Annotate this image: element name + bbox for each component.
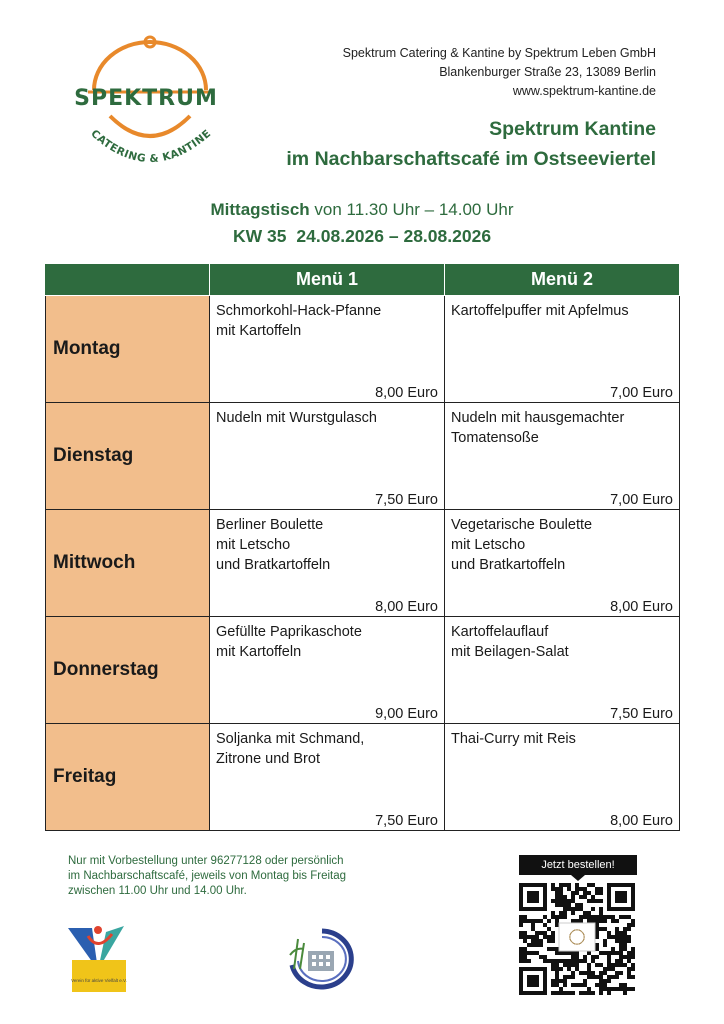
dish-name: Gefüllte Paprikaschote mit Kartoffeln <box>216 624 362 660</box>
price: 8,00 Euro <box>375 599 438 615</box>
dish-name: Nudeln mit Wurstgulasch <box>216 410 377 426</box>
note-line1: Nur mit Vorbestellung unter 96277128 oder persönlich <box>68 855 344 867</box>
price: 7,50 Euro <box>375 492 438 508</box>
note-line2: im Nachbarschaftscafé, jeweils von Montag bis Freitag <box>68 870 347 882</box>
qr-block <box>519 855 637 1000</box>
dish-name: Thai-Curry mit Reis <box>451 731 576 747</box>
svg-text:CATERING & KANTINE <box>88 127 213 165</box>
nachbarschaftscafe-logo <box>284 925 360 993</box>
header-menu2: Menü 2 <box>445 264 680 296</box>
hours-label: Mittagstisch <box>210 200 310 219</box>
logo-wordmark: SPEKTRUM <box>74 86 218 111</box>
heading-line1: Spektrum Kantine <box>489 118 656 140</box>
company-name: Spektrum Catering & Kantine by Spektrum Leben GmbH <box>342 46 656 60</box>
menu2-cell <box>445 296 680 403</box>
qr-label: Jetzt bestellen! <box>519 855 637 875</box>
company-address: Blankenburger Straße 23, 13089 Berlin <box>439 65 656 79</box>
verein-text: Verein für aktive Vielfalt e.V. <box>71 978 127 983</box>
dish-name: Berliner Boulette mit Letscho und Bratkartoffeln <box>216 517 331 573</box>
dish-name: Kartoffelpuffer mit Apfelmus <box>451 303 629 319</box>
week-number: KW 35 <box>232 226 287 246</box>
order-note <box>68 854 428 899</box>
table-row <box>46 510 680 617</box>
price: 7,50 Euro <box>610 706 673 722</box>
price: 8,00 Euro <box>375 385 438 401</box>
verein-logo <box>68 922 130 994</box>
company-info <box>343 44 656 101</box>
table-header-row <box>46 264 680 296</box>
table-row <box>46 403 680 510</box>
page-heading <box>286 114 656 174</box>
opening-hours <box>0 200 724 220</box>
qr-code[interactable] <box>519 883 635 995</box>
note-line3: zwischen 11.00 Uhr und 14.00 Uhr. <box>68 885 247 897</box>
dish-name: Vegetarische Boulette mit Letscho und Bratkartoffeln <box>451 517 593 573</box>
week-info <box>0 226 724 247</box>
dish-name: Soljanka mit Schmand, Zitrone und Brot <box>216 731 365 767</box>
day-cell: Freitag <box>46 724 210 831</box>
menu2-cell <box>445 403 680 510</box>
menu2-cell <box>445 617 680 724</box>
dish-name: Schmorkohl-Hack-Pfanne mit Kartoffeln <box>216 303 382 339</box>
dish-name: Nudeln mit hausgemachter Tomatensoße <box>451 410 625 446</box>
header-menu1: Menü 1 <box>210 264 445 296</box>
price: 7,50 Euro <box>375 813 438 829</box>
hours-text: von 11.30 Uhr – 14.00 Uhr <box>309 200 514 219</box>
menu1-cell <box>210 617 445 724</box>
logo-tagline: CATERING & KANTINE <box>88 127 214 166</box>
menu1-cell <box>210 724 445 831</box>
price: 8,00 Euro <box>610 813 673 829</box>
menu1-cell <box>210 296 445 403</box>
menu2-cell <box>445 510 680 617</box>
menu1-cell <box>210 403 445 510</box>
price: 9,00 Euro <box>375 706 438 722</box>
table-row <box>46 724 680 831</box>
company-website[interactable]: www.spektrum-kantine.de <box>512 84 656 98</box>
table-row <box>46 296 680 403</box>
price: 7,00 Euro <box>610 492 673 508</box>
heading-line2: im Nachbarschaftscafé im Ostseeviertel <box>286 148 656 170</box>
menu2-cell <box>445 724 680 831</box>
dish-name: Kartoffelauflauf mit Beilagen-Salat <box>451 624 569 660</box>
table-row <box>46 617 680 724</box>
header-blank-cell <box>46 264 210 296</box>
menu-table <box>45 263 680 831</box>
day-cell: Montag <box>46 296 210 403</box>
day-cell: Dienstag <box>46 403 210 510</box>
day-cell: Mittwoch <box>46 510 210 617</box>
day-cell: Donnerstag <box>46 617 210 724</box>
price: 8,00 Euro <box>610 599 673 615</box>
week-range: 24.08.2026 – 28.08.2026 <box>296 226 492 246</box>
price: 7,00 Euro <box>610 385 673 401</box>
menu1-cell <box>210 510 445 617</box>
